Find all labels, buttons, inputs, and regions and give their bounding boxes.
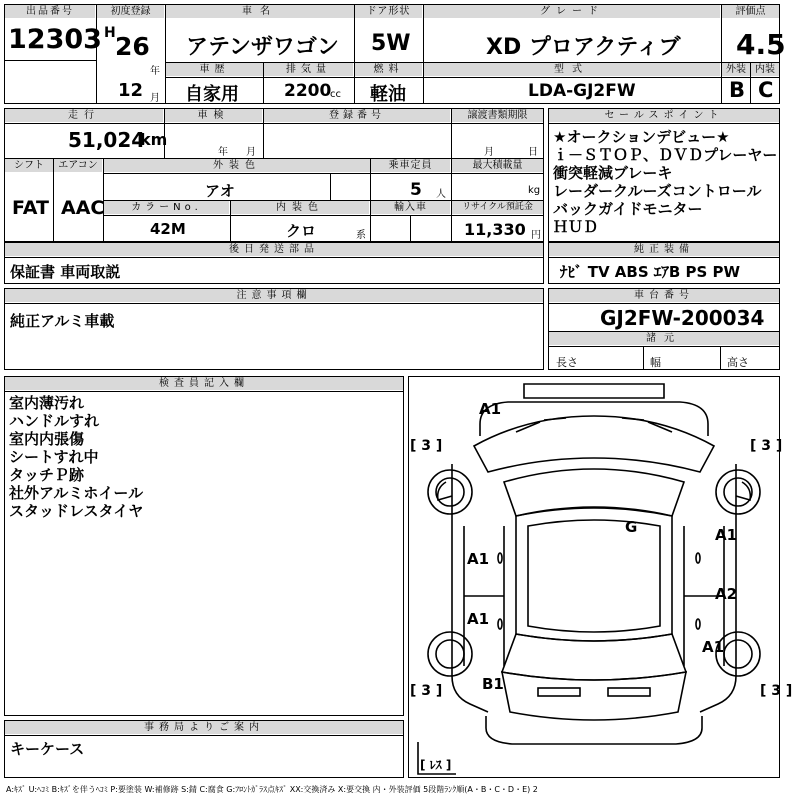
transfer-deadline-label: 譲渡書類期限 — [452, 109, 543, 122]
door-type: 5W — [371, 31, 411, 56]
door-type-label: ドア形状 — [355, 5, 422, 18]
height-label: 高さ — [727, 356, 749, 369]
car-name-label: 車名 — [166, 5, 354, 18]
inspection-year-unit: 年 — [218, 147, 228, 158]
inspector-note: スタッドレスタイヤ — [9, 502, 144, 520]
damage-mark-left-rear-door: A1 — [467, 610, 490, 628]
aircon: AAC — [61, 197, 105, 219]
tailgate-outline — [502, 672, 686, 720]
inspector-note: 社外アルミホイール — [9, 484, 144, 502]
sales-point: レーダークルーズコントロール — [553, 182, 762, 200]
capacity-label: 乗車定員 — [371, 159, 450, 172]
damage-mark-front-bumper: A1 — [479, 400, 502, 418]
max-load-label: 最大積載量 — [452, 159, 543, 172]
model-code: LDA-GJ2FW — [528, 81, 636, 101]
cc-unit: cc — [330, 89, 341, 100]
shift-label: シフト — [5, 159, 53, 172]
lot-number: 12303 — [8, 24, 102, 55]
aircon-label: エアコン — [54, 159, 102, 172]
grade: XD プロアクティブ — [486, 35, 681, 60]
sales-points-label: セールスポイント — [549, 109, 779, 122]
standard-equipment: ﾅﾋﾞ TV ABS ｴｱB PS PW — [560, 263, 741, 281]
windshield-outline — [504, 469, 684, 516]
roof-outline — [516, 508, 672, 641]
notes-label: 注意事項欄 — [5, 289, 543, 302]
damage-mark-right-front-door: A1 — [715, 526, 738, 544]
tire-tread-rear-left: [ 3 ] — [410, 683, 443, 699]
first-registration-month: 12 — [118, 80, 144, 101]
tire-tread-front-right: [ 3 ] — [750, 438, 783, 454]
inspection-label: 車検 — [165, 109, 262, 122]
shift: FAT — [12, 197, 49, 219]
inspector-note: シートすれ中 — [9, 448, 99, 466]
inspector-note: 室内内張傷 — [9, 430, 85, 448]
tire-tread-front-left: [ 3 ] — [410, 438, 443, 454]
capacity: 5 — [410, 180, 422, 200]
sales-points-list — [553, 128, 777, 236]
interior-color: クロ — [286, 222, 317, 240]
inspector-note: ハンドルすれ — [9, 412, 100, 430]
tire-tread-rear-right: [ 3 ] — [760, 683, 793, 699]
later-shipment-label: 後日発送部品 — [5, 243, 543, 256]
displacement-label: 排気量 — [264, 63, 353, 76]
exterior-color: アオ — [205, 182, 235, 200]
interior-grade: C — [758, 78, 774, 102]
notes: 純正アルミ車載 — [10, 312, 115, 330]
tire-icon — [428, 470, 472, 514]
deadline-month-unit: 月 — [484, 147, 494, 158]
recycle-deposit-label: リサイクル預託金 — [452, 201, 543, 214]
spare-tire-status: [ ﾚｽ ] — [420, 758, 452, 772]
year-unit: 年 — [150, 66, 160, 77]
tire-icon — [716, 470, 760, 514]
score: 4.5 — [736, 28, 786, 61]
km-unit: km — [140, 130, 168, 149]
registration-number-label: 登録番号 — [264, 109, 450, 122]
exterior-grade: B — [729, 78, 746, 102]
rear-glass-outline — [502, 634, 686, 680]
inspector-notes-label: 検査員記入欄 — [5, 377, 403, 390]
damage-mark-right-rear-fender: A1 — [702, 638, 725, 656]
damage-mark-roof: G — [625, 518, 638, 536]
hood-outline — [474, 416, 714, 472]
damage-mark-right-rear-door: A2 — [715, 585, 738, 603]
office-notice: キーケース — [10, 740, 85, 758]
interior-color-label: 内装色 — [231, 201, 369, 214]
vehicle-diagram — [408, 376, 783, 778]
exterior-color-label: 外装色 — [104, 159, 370, 172]
grade-label: グレード — [424, 5, 720, 18]
damage-mark-rear-bumper: B1 — [482, 675, 504, 693]
mirror-icon — [438, 482, 452, 500]
front-bumper-outline — [480, 402, 708, 436]
sales-point: ＨＵＤ — [553, 218, 599, 236]
later-shipment-items: 保証書 車両取説 — [10, 263, 121, 281]
import-label: 輸入車 — [371, 201, 450, 214]
car-name: アテンザワゴン — [186, 35, 339, 60]
sales-point: バックガイドモニター — [553, 200, 703, 218]
mileage-label: 走行 — [5, 109, 163, 122]
sales-point: 衝突軽減ブレーキ — [553, 164, 673, 182]
displacement: 2200 — [284, 81, 332, 101]
recycle-deposit: 11,330 — [464, 220, 526, 239]
standard-equipment-label: 純正装備 — [549, 243, 779, 256]
inspector-notes-list — [9, 394, 143, 520]
model-code-label: 型式 — [424, 63, 720, 76]
sales-point: ｉ－ＳＴＯＰ、ＤＶＤプレーヤー — [553, 146, 778, 164]
lot-number-label: 出品番号 — [5, 5, 95, 18]
first-registration-label: 初度登録 — [97, 5, 164, 18]
kei-unit: 系 — [356, 230, 366, 241]
tire-icon — [428, 632, 472, 676]
history: 自家用 — [185, 84, 239, 105]
specs-label: 諸元 — [549, 332, 779, 345]
first-registration-year: 26 — [115, 32, 150, 61]
kg-unit: kg — [528, 185, 541, 196]
yen-unit: 円 — [531, 230, 541, 241]
length-label: 長さ — [556, 356, 578, 369]
mirror-icon — [736, 482, 750, 500]
color-no-label: カラーNo. — [104, 201, 229, 214]
color-no: 42M — [150, 220, 186, 238]
interior-grade-label: 内装 — [751, 63, 779, 76]
exterior-grade-label: 外装 — [722, 63, 750, 76]
chassis-number-label: 車台番号 — [549, 289, 779, 302]
deadline-day-unit: 日 — [528, 147, 538, 158]
fuel: 軽油 — [370, 84, 406, 105]
inspector-note: タッチＰ跡 — [9, 466, 85, 484]
office-notice-label: 事務局よりご案内 — [5, 721, 403, 734]
era-label: H — [104, 25, 116, 41]
damage-mark-left-front-door: A1 — [467, 550, 490, 568]
legend: A:ｷｽﾞ U:ﾍｺﾐ B:ｷｽﾞを伴うﾍｺﾐ P:要塗装 W:補修跡 S:錆 C:腐食 G:ﾌﾛﾝﾄｶﾞﾗｽ点ｷｽﾞ XX:交換済み X:要交換 内・外装評価 5段階ﾗﾝｸ順(A・B・C・D・E) 2 — [6, 785, 538, 794]
people-unit: 人 — [436, 189, 446, 200]
score-label: 評価点 — [722, 5, 779, 18]
month-unit: 月 — [150, 93, 160, 104]
mileage: 51,024 — [68, 128, 146, 152]
width-label: 幅 — [650, 356, 661, 369]
inspection-month-unit: 月 — [246, 147, 256, 158]
chassis-number: GJ2FW-200034 — [600, 306, 765, 330]
fuel-label: 燃料 — [355, 63, 422, 76]
inspector-note: 室内薄汚れ — [9, 394, 85, 412]
history-label: 車歴 — [166, 63, 263, 76]
sales-point: ★オークションデビュー★ — [553, 128, 730, 146]
